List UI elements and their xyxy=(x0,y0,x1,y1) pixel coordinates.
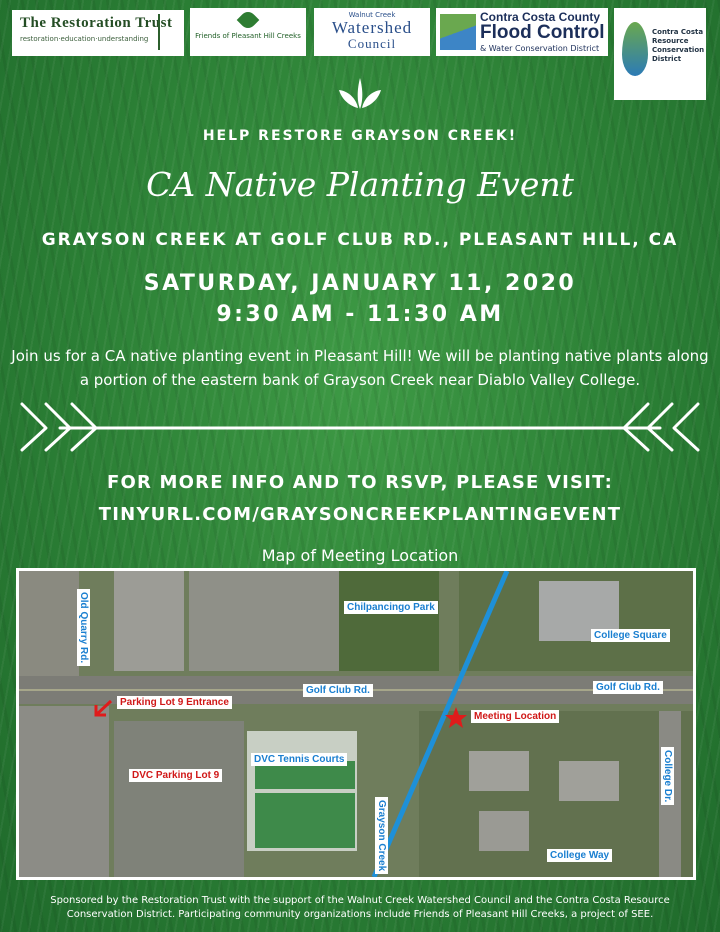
event-time: 9:30 AM - 11:30 AM xyxy=(216,302,504,327)
map-title: Map of Meeting Location xyxy=(261,546,459,565)
heron-icon xyxy=(158,14,178,50)
tagline: HELP RESTORE GRAYSON CREEK! xyxy=(202,128,518,144)
wcwc-logo xyxy=(314,8,430,56)
meeting-location-map xyxy=(16,568,696,880)
arrow-divider xyxy=(20,402,700,452)
friends-phc-name: Friends of Pleasant Hill Creeks xyxy=(195,32,301,40)
label-grayson-creek: Grayson Creek xyxy=(375,797,388,874)
event-date: SATURDAY, JANUARY 11, 2020 xyxy=(143,271,577,296)
label-golf-club-rd-east: Golf Club Rd. xyxy=(593,681,663,694)
label-college-square: College Square xyxy=(591,629,670,642)
ccrcd-name: Contra Costa Resource Conservation District xyxy=(652,28,705,63)
restoration-trust-tagline: restoration·education·understanding xyxy=(20,35,149,43)
ccfc-line2: Flood Control xyxy=(480,22,605,43)
label-college-dr: College Dr. xyxy=(661,747,674,805)
restoration-trust-logo xyxy=(12,10,184,56)
wcwc-line2: Watershed xyxy=(331,18,413,37)
event-title: CA Native Planting Event xyxy=(146,165,574,204)
sponsor-footer: Sponsored by the Restoration Trust with the support of the Walnut Creek Watershed Council and the Contra Costa Resource Conservation District. Participating community organizations include Friends of Pleasant Hill Creeks, a project of SEE. xyxy=(50,895,670,920)
label-college-way: College Way xyxy=(547,849,612,862)
more-info-text: FOR MORE INFO AND TO RSVP, PLEASE VISIT: xyxy=(107,472,613,493)
sprout-icon xyxy=(338,76,382,110)
label-parking-lot-entrance: Parking Lot 9 Entrance xyxy=(117,696,232,709)
label-chilpancingo-park: Chilpancingo Park xyxy=(344,601,438,614)
ccfc-logo xyxy=(436,8,608,56)
event-location: GRAYSON CREEK AT GOLF CLUB RD., PLEASANT HILL, CA xyxy=(41,230,679,250)
ccfc-line1: Contra Costa County xyxy=(480,10,600,24)
label-golf-club-rd-west: Golf Club Rd. xyxy=(303,684,373,697)
label-old-quarry-rd: Old Quarry Rd. xyxy=(77,589,90,666)
label-dvc-tennis-courts: DVC Tennis Courts xyxy=(251,753,347,766)
rsvp-link[interactable]: TINYURL.COM/GRAYSONCREEKPLANTINGEVENT xyxy=(98,504,622,525)
label-dvc-parking-lot-9: DVC Parking Lot 9 xyxy=(129,769,222,782)
friends-phc-logo xyxy=(190,8,306,56)
leaf-icon xyxy=(237,9,260,32)
mountain-icon xyxy=(440,14,476,50)
map-aerial xyxy=(19,571,693,877)
label-meeting-location: Meeting Location xyxy=(471,710,559,723)
ccrcd-logo xyxy=(614,8,706,100)
event-description: Join us for a CA native planting event in Pleasant Hill! We will be planting native plants along a portion of the eastern bank of Grayson Creek near Diablo Valley College. xyxy=(11,347,709,389)
restoration-trust-name: The Restoration Trust xyxy=(20,15,173,31)
ccfc-line3: & Water Conservation District xyxy=(480,44,600,53)
wcwc-line1: Walnut Creek xyxy=(348,11,396,19)
wcwc-line3: Council xyxy=(347,36,397,51)
water-drop-icon xyxy=(622,22,648,76)
